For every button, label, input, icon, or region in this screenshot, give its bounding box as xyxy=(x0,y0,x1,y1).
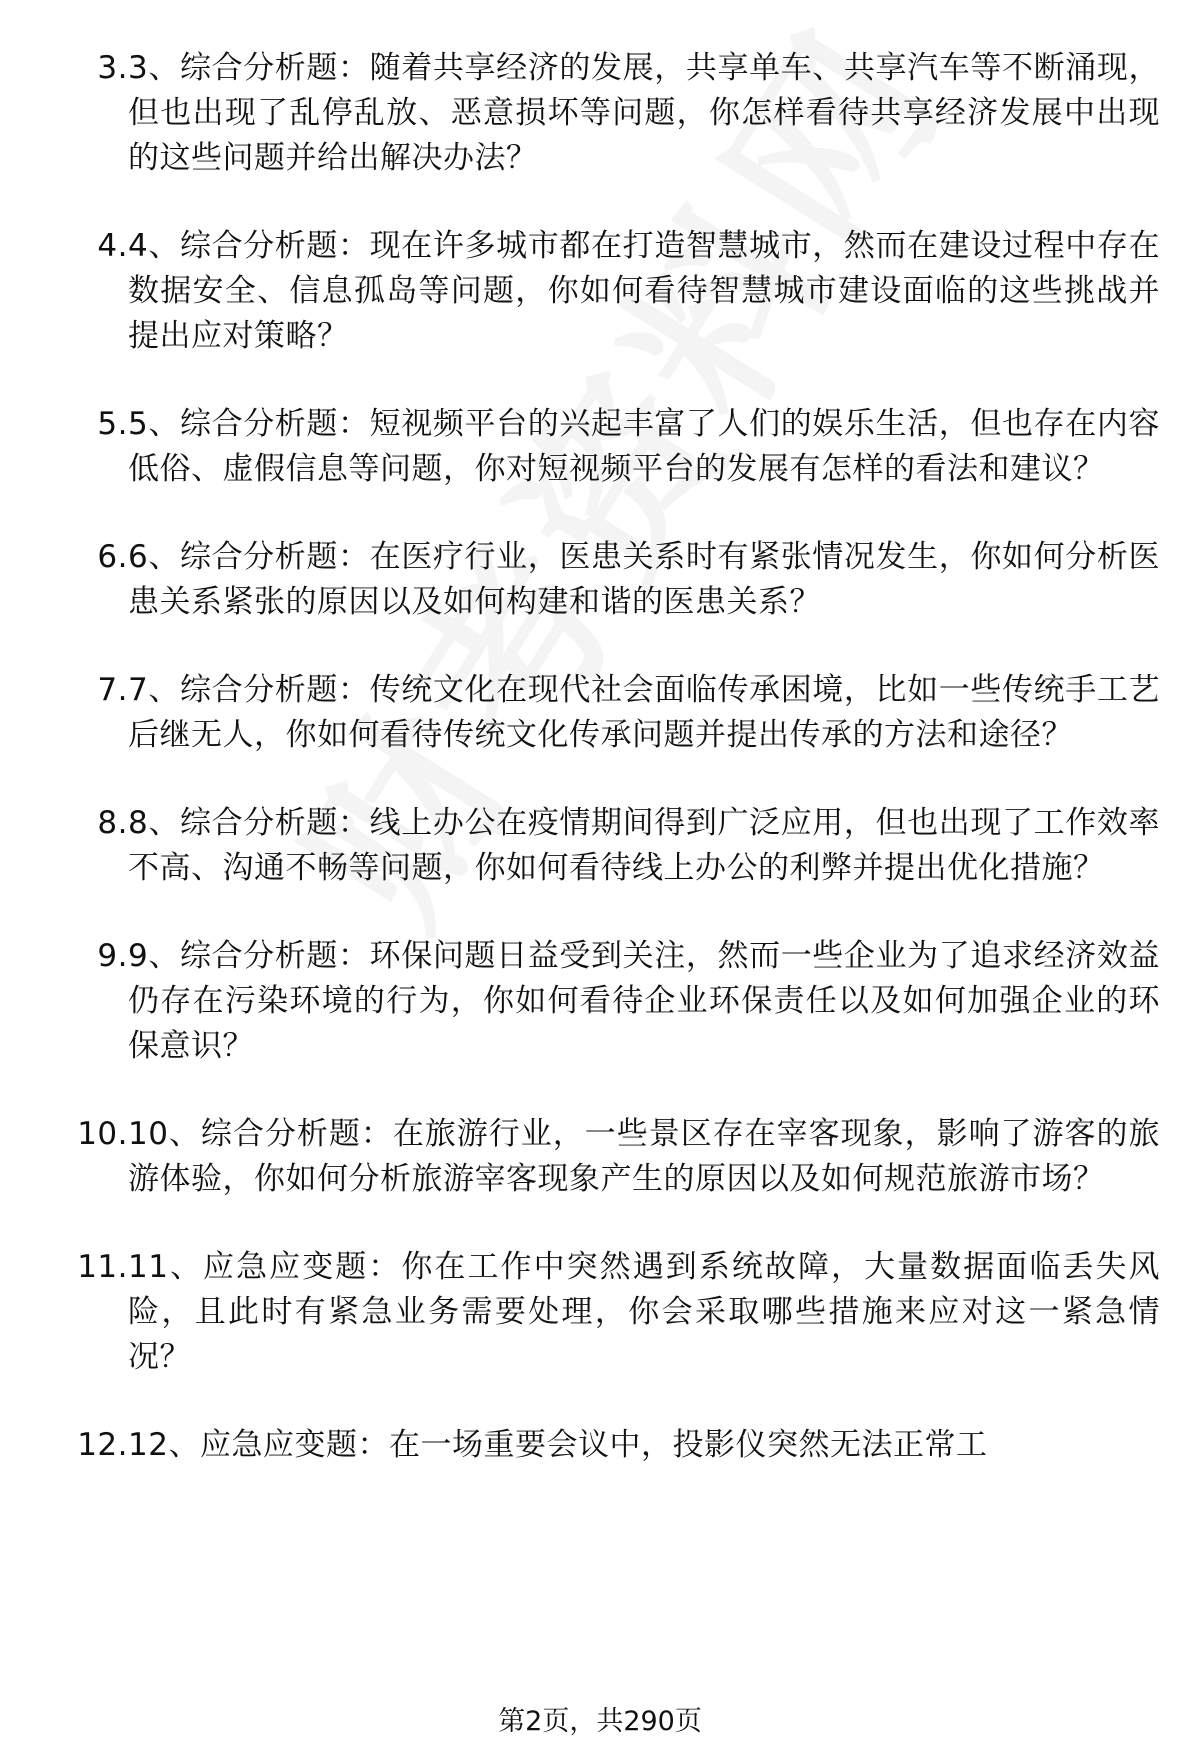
page-indicator: 第2页，共290页 xyxy=(498,1706,702,1737)
question-number: 9. xyxy=(97,938,128,974)
question-number: 11. xyxy=(77,1249,128,1285)
question-item xyxy=(0,1423,1200,1468)
question-text: 4、综合分析题：现在许多城市都在打造智慧城市，然而在建设过程中存在数据安全、信息孤岛等问题，你如何看待智慧城市建设面临的这些挑战并提出应对策略？ xyxy=(128,228,1160,354)
question-item xyxy=(0,46,1200,181)
question-text: 6、综合分析题：在医疗行业，医患关系时有紧张情况发生，你如何分析医患关系紧张的原因以及如何构建和谐的医患关系？ xyxy=(128,539,1160,620)
question-number: 12. xyxy=(77,1427,128,1463)
question-item xyxy=(0,402,1200,492)
question-number: 5. xyxy=(97,406,128,442)
question-item xyxy=(0,934,1200,1069)
question-number: 3. xyxy=(97,50,128,86)
question-number: 8. xyxy=(97,805,128,841)
question-text: 7、综合分析题：传统文化在现代社会面临传承困境，比如一些传统手工艺后继无人，你如何看待传统文化传承问题并提出传承的方法和途径？ xyxy=(128,672,1160,753)
question-number: 6. xyxy=(97,539,128,575)
question-number: 7. xyxy=(97,672,128,708)
question-item xyxy=(0,1112,1200,1202)
question-text: 3、综合分析题：随着共享经济的发展，共享单车、共享汽车等不断涌现，但也出现了乱停乱放、恶意损坏等问题，你怎样看待共享经济发展中出现的这些问题并给出解决办法？ xyxy=(128,50,1160,176)
question-list xyxy=(0,46,1200,1511)
question-item xyxy=(0,668,1200,758)
question-item xyxy=(0,801,1200,891)
question-text: 11、应急应变题：你在工作中突然遇到系统故障，大量数据面临丢失风险，且此时有紧急业务需要处理，你会采取哪些措施来应对这一紧急情况？ xyxy=(128,1249,1160,1375)
question-text: 10、综合分析题：在旅游行业，一些景区存在宰客现象，影响了游客的旅游体验，你如何分析旅游宰客现象产生的原因以及如何规范旅游市场？ xyxy=(128,1116,1160,1197)
question-item xyxy=(0,1245,1200,1380)
question-item xyxy=(0,224,1200,359)
question-text: 5、综合分析题：短视频平台的兴起丰富了人们的娱乐生活，但也存在内容低俗、虚假信息等问题，你对短视频平台的发展有怎样的看法和建议？ xyxy=(128,406,1160,487)
question-text: 12、应急应变题：在一场重要会议中，投影仪突然无法正常工 xyxy=(128,1427,988,1463)
question-text: 8、综合分析题：线上办公在疫情期间得到广泛应用，但也出现了工作效率不高、沟通不畅等问题，你如何看待线上办公的利弊并提出优化措施？ xyxy=(128,805,1160,886)
question-number: 10. xyxy=(77,1116,128,1152)
question-text: 9、综合分析题：环保问题日益受到关注，然而一些企业为了追求经济效益仍存在污染环境的行为，你如何看待企业环保责任以及如何加强企业的环保意识？ xyxy=(128,938,1160,1064)
question-item xyxy=(0,535,1200,625)
question-number: 4. xyxy=(97,228,128,264)
